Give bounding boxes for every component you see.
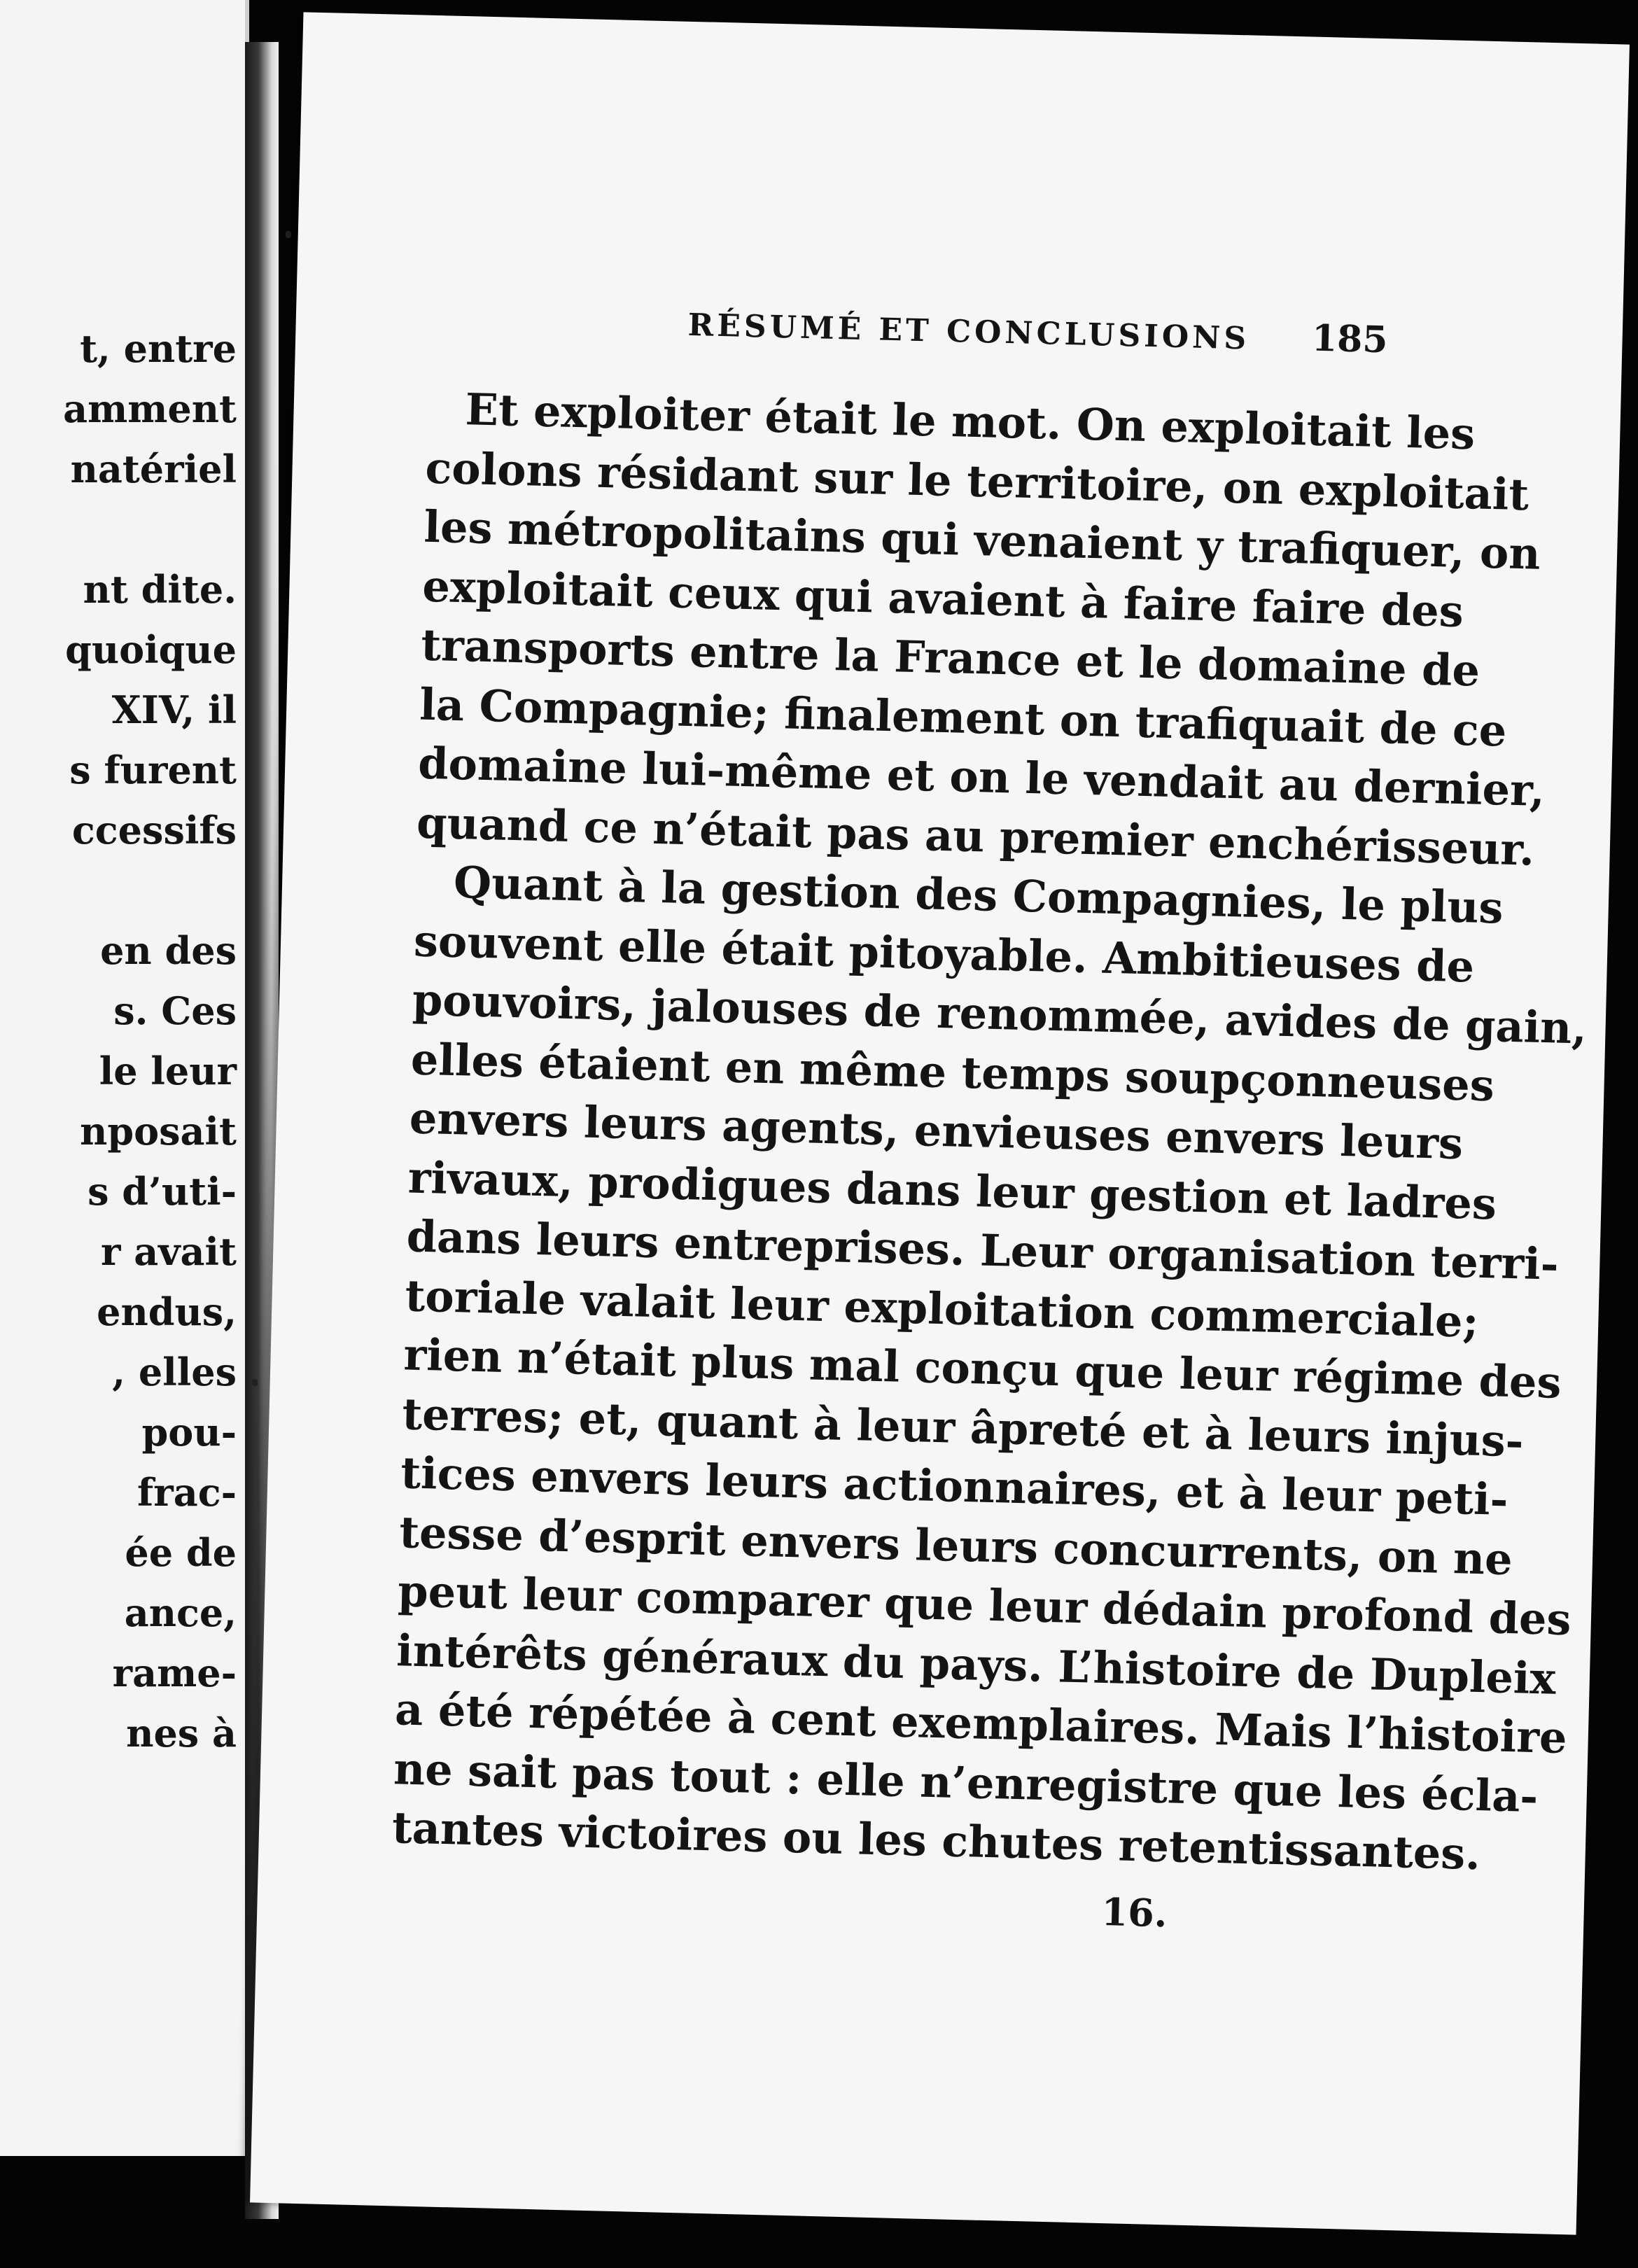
text-line: dans leurs entreprises. Leur organisation terri- (405, 1210, 1560, 1290)
text-line: les métropolitains qui venaient y trafiquer, on (423, 500, 1541, 580)
left-page-line (0, 499, 237, 559)
left-page-line: quoique (65, 627, 237, 672)
left-page-line: pou- (141, 1410, 237, 1455)
left-page-line: ée de (125, 1530, 237, 1575)
text-line: Et exploiter était le mot. On exploitait les (464, 384, 1476, 460)
text-line: rien n’était plus mal conçu que leur régime des (402, 1329, 1562, 1408)
paragraph (416, 379, 1546, 876)
page-text-block (390, 295, 1588, 1940)
left-page-line: ccessifs (71, 808, 237, 853)
text-line: intérêts généraux du pays. L’histoire de Dupleix (396, 1624, 1557, 1704)
left-page-line: XIV, il (111, 687, 237, 732)
left-page-line: frac- (137, 1470, 237, 1515)
gutter-mark (252, 1379, 258, 1386)
left-page-text (0, 318, 237, 1763)
text-line: tices envers leurs actionnaires, et à leur peti- (400, 1447, 1509, 1525)
text-line: exploitait ceux qui avaient à faire faire des (421, 560, 1464, 637)
text-line: a été répétée à cent exemplaires. Mais l’histoire (394, 1684, 1568, 1764)
body-text (391, 379, 1588, 1881)
text-line: peut leur comparer que leur dédain profond des (397, 1565, 1572, 1646)
text-line: terres; et, quant à leur âpreté et à leurs injus- (401, 1387, 1525, 1466)
text-line: toriale valait leur exploitation commerciale; (404, 1269, 1480, 1348)
text-line: ne sait pas tout : elle n’enregistre que les écla- (393, 1742, 1539, 1822)
running-title: RÉSUMÉ ET CONCLUSIONS (687, 307, 1250, 357)
left-page-line: le leur (99, 1049, 237, 1093)
left-page-line: t, entre (80, 326, 237, 371)
text-line: la Compagnie; finalement on trafiquait de ce (419, 678, 1508, 757)
text-line: pouvoirs, jalouses de renommée, avides de gain, (412, 974, 1588, 1054)
text-line: souvent elle était pitoyable. Ambitieuses de (413, 915, 1475, 993)
text-line: elles étaient en même temps soupçonneuses (410, 1033, 1495, 1111)
left-page-line: s. Ces (113, 988, 237, 1033)
text-line: tantes victoires ou les chutes retentissantes. (391, 1802, 1481, 1880)
paragraph (391, 853, 1588, 1882)
left-page-line: en des (100, 928, 237, 973)
text-line: quand ce n’était pas au premier enchérisseur. (416, 797, 1535, 876)
text-line: colons résidant sur le territoire, on exploitait (424, 442, 1530, 520)
left-page-line: s furent (69, 748, 237, 792)
left-page (0, 0, 249, 2156)
left-page-line: r avait (100, 1229, 237, 1274)
left-page-line: s d’uti- (88, 1169, 237, 1214)
text-line: tesse d’esprit envers leurs concurrents, on ne (398, 1506, 1513, 1585)
left-page-line: nt dite. (83, 567, 237, 612)
left-page-line (0, 860, 237, 920)
text-line: rivaux, prodigues dans leur gestion et ladres (407, 1151, 1497, 1229)
text-line: transports entre la France et le domaine de (420, 619, 1480, 696)
text-line: envers leurs agents, envieuses envers leurs (409, 1092, 1464, 1170)
signature-mark: 16. (1100, 1889, 1168, 1935)
left-page-line: endus, (97, 1289, 237, 1334)
left-page-line: rame- (112, 1651, 237, 1695)
page-number: 185 (1311, 316, 1389, 362)
left-page-line: amment (63, 386, 237, 431)
left-page-line: natériel (70, 447, 237, 491)
gutter-mark (286, 231, 291, 238)
left-page-line: , elles (112, 1350, 237, 1394)
text-line: domaine lui-même et on le vendait au dernier, (417, 737, 1546, 816)
left-page-line: ance, (124, 1590, 237, 1635)
left-page-line: nposait (80, 1109, 237, 1154)
right-page (250, 12, 1630, 2234)
left-page-line: nes à (126, 1711, 237, 1756)
text-line: Quant à la gestion des Compagnies, le plus (453, 856, 1504, 934)
